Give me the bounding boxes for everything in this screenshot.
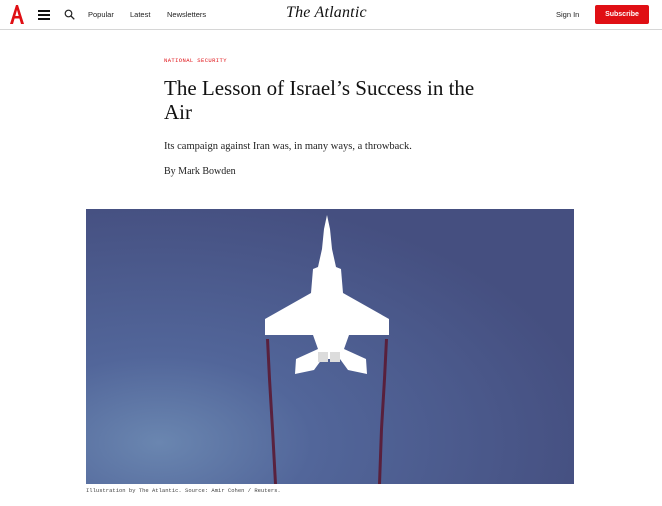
article-dek: Its campaign against Iran was, in many ways, a throwback. <box>164 141 412 152</box>
byline-prefix: By <box>164 166 176 177</box>
atlantic-a-logo[interactable] <box>9 3 25 25</box>
sign-in-link[interactable]: Sign In <box>556 10 580 19</box>
author-link[interactable]: Mark Bowden <box>178 166 236 177</box>
nav-link-latest[interactable]: Latest <box>130 10 151 19</box>
byline <box>164 166 236 177</box>
lead-image <box>86 209 574 484</box>
hamburger-menu-icon[interactable] <box>38 10 50 20</box>
search-icon[interactable] <box>64 9 75 20</box>
nav-link-newsletters[interactable]: Newsletters <box>167 10 207 19</box>
section-label[interactable]: NATIONAL SECURITY <box>164 57 227 64</box>
subscribe-button[interactable]: Subscribe <box>595 5 649 24</box>
site-header <box>0 0 662 30</box>
nav-link-popular[interactable]: Popular <box>88 10 114 19</box>
brand-wordmark[interactable]: The Atlantic <box>286 4 367 21</box>
image-caption: Illustration by The Atlantic. Source: Amir Cohen / Reuters. <box>86 487 281 494</box>
fighter-jet-illustration <box>86 209 574 484</box>
article-headline: The Lesson of Israel’s Success in the Air <box>164 76 475 124</box>
